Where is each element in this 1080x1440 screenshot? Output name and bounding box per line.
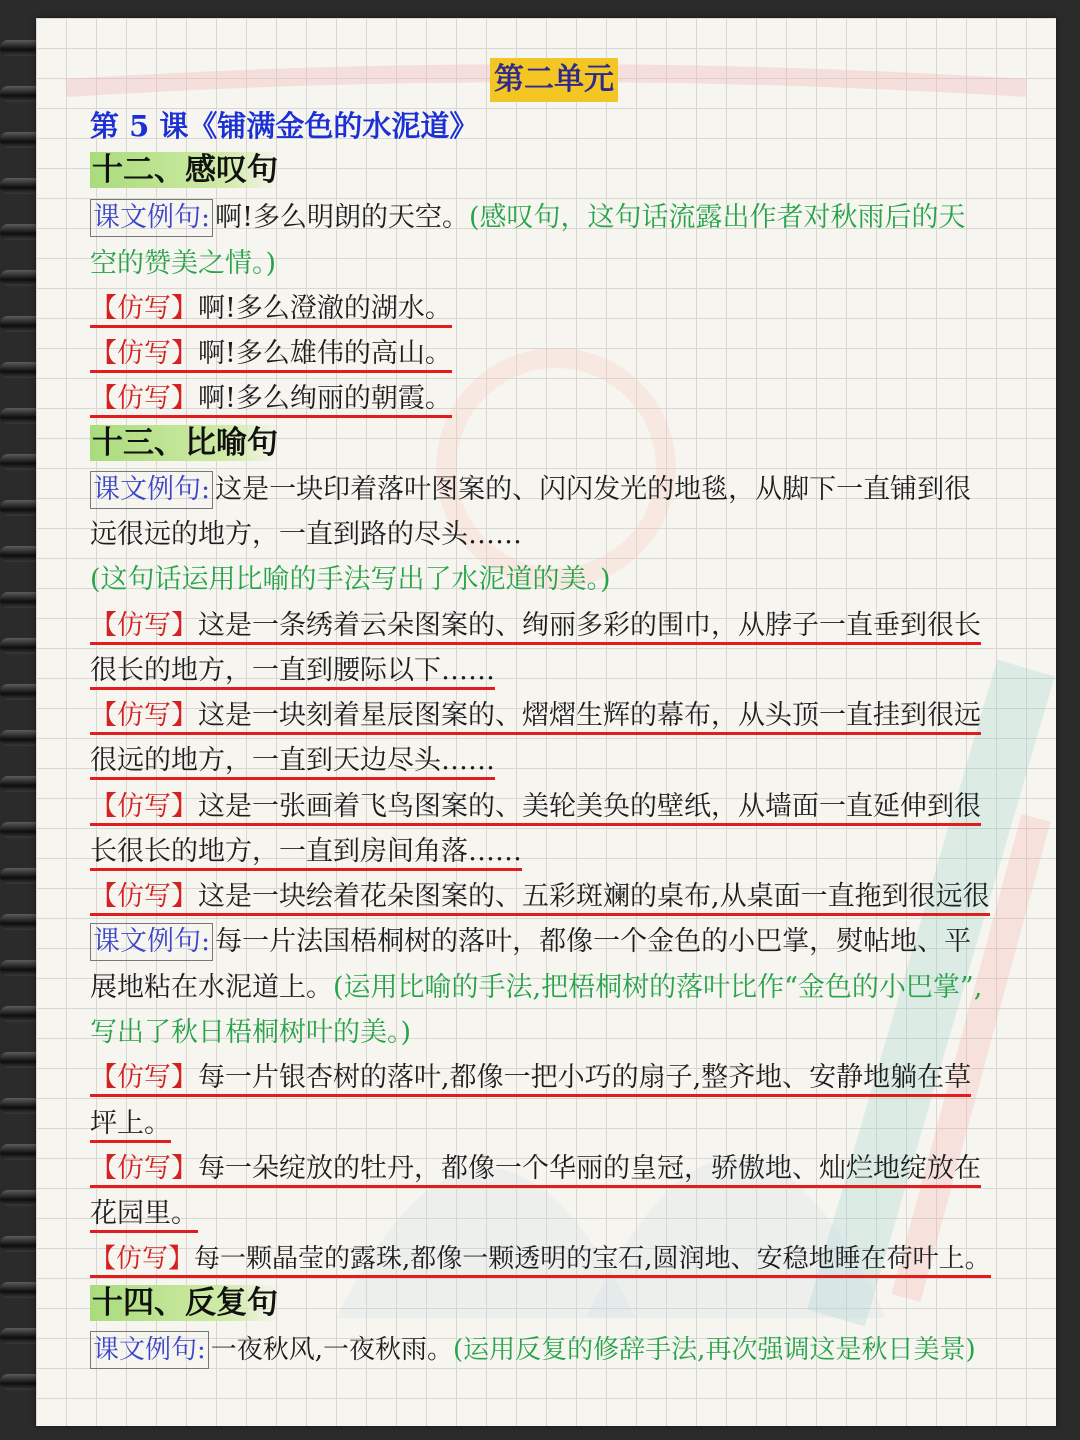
- imitation-text: 坪上。: [90, 1108, 171, 1143]
- bracket-left: 【: [90, 1062, 117, 1093]
- imitate-label: 仿写: [117, 610, 171, 641]
- imitation-item: [90, 379, 452, 419]
- bracket-right: 】: [171, 700, 198, 731]
- example-metaphor-1: [90, 470, 971, 510]
- bracket-right: 】: [171, 383, 198, 414]
- bracket-right: 】: [171, 881, 198, 912]
- lesson-title: 第 5 课《铺满金色的水泥道》: [90, 109, 479, 143]
- imitation-text: 这是一块刻着星辰图案的、熠熠生辉的幕布，从头顶一直挂到很远: [198, 700, 981, 731]
- imitate-label: 仿写: [117, 791, 171, 822]
- example-label: 课文例句:: [90, 471, 213, 509]
- annotation-note: (运用反复的修辞手法,再次强调这是秋日美景): [453, 1335, 976, 1365]
- bracket-right: 】: [171, 610, 198, 641]
- imitation-text: 这是一条绣着云朵图案的、绚丽多彩的围巾，从脖子一直垂到很长: [198, 610, 981, 641]
- bracket-left: 【: [90, 293, 117, 324]
- example-label: 课文例句:: [90, 1331, 209, 1369]
- imitate-label: 仿写: [116, 1244, 169, 1274]
- bracket-right: 】: [168, 1244, 195, 1274]
- bracket-left: 【: [90, 791, 117, 822]
- imitation-text: 每一朵绽放的牡丹，都像一个华丽的皇冠，骄傲地、灿烂地绽放在: [198, 1153, 981, 1184]
- annotation-note: (运用比喻的手法,把梧桐树的落叶比作“金色的小巴掌”,: [333, 972, 983, 1003]
- example-text: 啊!多么明朗的天空。: [215, 202, 469, 233]
- imitate-label: 仿写: [117, 1153, 171, 1184]
- imitation-text: 很远的地方，一直到天边尽头……: [90, 745, 495, 780]
- imitation-text: 啊!多么绚丽的朝霞。: [198, 383, 452, 414]
- bracket-left: 【: [90, 1244, 117, 1274]
- section-heading-exclamation: 十二、感叹句: [92, 152, 278, 188]
- example-exclamation: [90, 198, 966, 238]
- annotation-note: 空的赞美之情。): [90, 248, 277, 279]
- bracket-left: 【: [90, 700, 117, 731]
- example-text: 一夜秋风,一夜秋雨。: [210, 1335, 454, 1365]
- bracket-right: 】: [171, 293, 198, 324]
- example-label: 课文例句:: [90, 923, 213, 961]
- bracket-left: 【: [90, 1153, 117, 1184]
- bracket-right: 】: [171, 791, 198, 822]
- imitation-item: [90, 877, 990, 917]
- annotation-note: 写出了秋日梧桐树叶的美。): [90, 1017, 412, 1048]
- imitation-text: 啊!多么澄澈的湖水。: [198, 293, 452, 324]
- imitation-item: [90, 606, 981, 646]
- unit-title: 第二单元: [490, 58, 618, 102]
- example-text: 这是一块印着落叶图案的、闪闪发光的地毯，从脚下一直铺到很: [215, 474, 972, 505]
- imitation-text: 花园里。: [90, 1198, 198, 1233]
- example-repetition: [90, 1330, 976, 1370]
- bracket-right: 】: [171, 338, 198, 369]
- bracket-right: 】: [171, 1153, 198, 1184]
- bracket-right: 】: [171, 1062, 198, 1093]
- section-heading-repetition: 十四、反复句: [92, 1285, 278, 1321]
- imitation-text: 每一片银杏树的落叶,都像一把小巧的扇子,整齐地、安静地躺在草: [198, 1062, 972, 1093]
- example-label: 课文例句:: [90, 199, 213, 237]
- imitation-item: [90, 1149, 981, 1189]
- annotation-note: (感叹句，这句话流露出作者对秋雨后的天: [468, 202, 966, 233]
- imitate-label: 仿写: [117, 881, 171, 912]
- imitation-item: [90, 1058, 971, 1098]
- imitation-text: 这是一块绘着花朵图案的、五彩斑斓的桌布,从桌面一直拖到很远很: [198, 881, 990, 912]
- bracket-left: 【: [90, 610, 117, 641]
- annotation-note: (这句话运用比喻的手法写出了水泥道的美。): [90, 564, 611, 595]
- bracket-left: 【: [90, 881, 117, 912]
- imitation-item: [90, 787, 981, 827]
- imitate-label: 仿写: [117, 383, 171, 414]
- imitation-text: 啊!多么雄伟的高山。: [198, 338, 452, 369]
- imitation-text: 很长的地方，一直到腰际以下……: [90, 655, 495, 690]
- example-text: 远很远的地方，一直到路的尽头……: [90, 519, 522, 550]
- imitation-text: 这是一张画着飞鸟图案的、美轮美奂的壁纸，从墙面一直延伸到很: [198, 791, 981, 822]
- bracket-left: 【: [90, 383, 117, 414]
- example-metaphor-2-cont: [90, 968, 982, 1008]
- imitate-label: 仿写: [117, 338, 171, 369]
- imitation-item: [90, 1239, 991, 1279]
- bracket-left: 【: [90, 338, 117, 369]
- imitate-label: 仿写: [117, 293, 171, 324]
- imitate-label: 仿写: [117, 700, 171, 731]
- imitation-text: 每一颗晶莹的露珠,都像一颗透明的宝石,圆润地、安稳地睡在荷叶上。: [194, 1244, 991, 1274]
- example-metaphor-2: [90, 922, 971, 962]
- example-text: 展地粘在水泥道上。: [90, 972, 333, 1003]
- imitate-label: 仿写: [117, 1062, 171, 1093]
- section-heading-metaphor: 十三、比喻句: [92, 425, 278, 461]
- imitation-item: [90, 696, 981, 736]
- imitation-item: [90, 289, 452, 329]
- imitation-item: [90, 334, 452, 374]
- example-text: 每一片法国梧桐树的落叶，都像一个金色的小巴掌，熨帖地、平: [215, 926, 972, 957]
- imitation-text: 长很长的地方，一直到房间角落……: [90, 836, 522, 871]
